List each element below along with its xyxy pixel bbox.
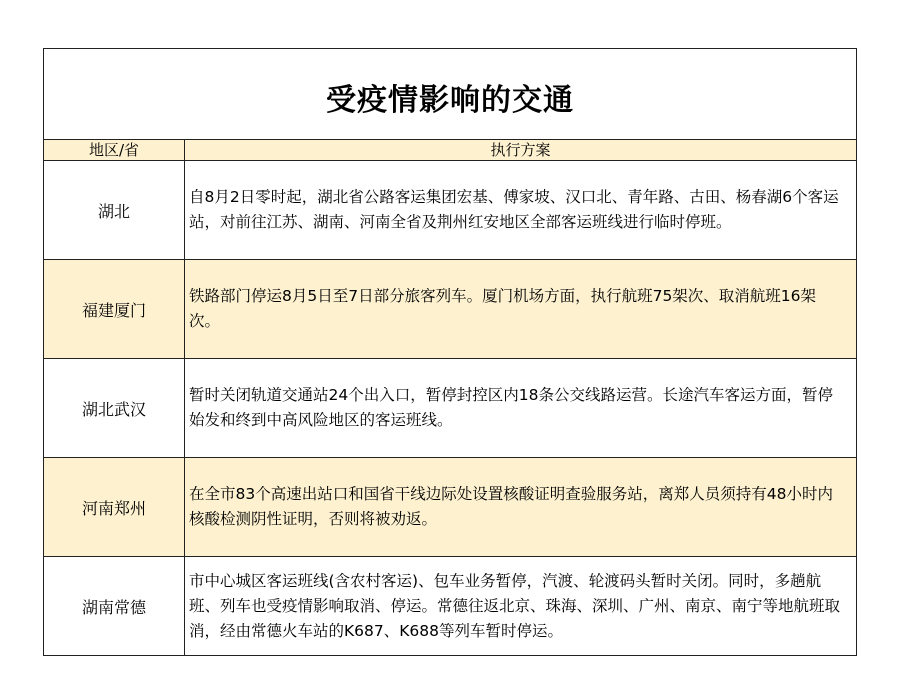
table-row [44,359,857,458]
traffic-table [43,48,857,656]
table-row [44,458,857,557]
table-title: 受疫情影响的交通 [44,49,857,140]
title-row [44,49,857,140]
region-cell: 湖南常德 [44,557,185,656]
table-row [44,557,857,656]
table-row [44,161,857,260]
header-region: 地区/省 [44,140,185,161]
header-row [44,140,857,161]
region-cell: 福建厦门 [44,260,185,359]
plan-cell: 在全市83个高速出站口和国省干线边际处设置核酸证明查验服务站，离郑人员须持有48小时内核酸检测阴性证明，否则将被劝返。 [185,458,857,557]
region-cell: 河南郑州 [44,458,185,557]
table-row [44,260,857,359]
region-cell: 湖北 [44,161,185,260]
plan-cell: 自8月2日零时起，湖北省公路客运集团宏基、傅家坡、汉口北、青年路、古田、杨春湖6个客运站，对前往江苏、湖南、河南全省及荆州红安地区全部客运班线进行临时停班。 [185,161,857,260]
plan-cell: 暂时关闭轨道交通站24个出入口，暂停封控区内18条公交线路运营。长途汽车客运方面，暂停始发和终到中高风险地区的客运班线。 [185,359,857,458]
plan-cell: 市中心城区客运班线(含农村客运)、包车业务暂停，汽渡、轮渡码头暂时关闭。同时，多趟航班、列车也受疫情影响取消、停运。常德往返北京、珠海、深圳、广州、南京、南宁等地航班取消，经由常德火车站的K687、K688等列车暂时停运。 [185,557,857,656]
plan-cell: 铁路部门停运8月5日至7日部分旅客列车。厦门机场方面，执行航班75架次、取消航班16架次。 [185,260,857,359]
region-cell: 湖北武汉 [44,359,185,458]
header-plan: 执行方案 [185,140,857,161]
